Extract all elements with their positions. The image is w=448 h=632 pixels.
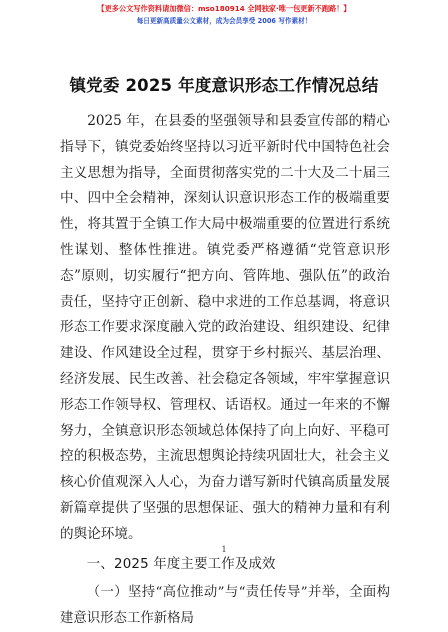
- section-heading-1: 一、2025 年度主要工作及成效: [86, 556, 276, 572]
- promo-banner: [0, 3, 448, 27]
- promo-banner-line-2: 每日更新高质量公文素材，成为会员享受 2006 写作素材！: [136, 17, 312, 25]
- page-number: 1: [221, 545, 227, 554]
- subsection-heading-1: （一）坚持“高位推动”与“责任传导”并举，全面构建意识形态工作新格局: [60, 585, 390, 627]
- intro-paragraph: 2025 年，在县委的坚强领导和县委宣传部的精心指导下，镇党委始终坚持以习近平新时代中国特色社会主义思想为指导，全面贯彻落实党的二十大及二十届三中、四中全会精神，深刻认识意识形态工作的极端重要性，将其置于全镇工作大局中极端重要的位置进行系统性谋划、整体性推进。镇党委严格遵循“党管意识形态”原则，切实履行“把方向、管阵地、强队伍”的政治责任，坚持守正创新、稳中求进的工作总基调，将意识形态工作要求深度融入党的政治建设、组织建设、纪律建设、作风建设全过程，贯穿于乡村振兴、基层治理、经济发展、民生改善、社会稳定各领域，牢牢掌握意识形态工作领导权、管理权、话语权。通过一年来的不懈努力，全镇意识形态领域总体保持了向上向好、平稳可控的积极态势，主流思想舆论持续巩固壮大，社会主义核心价值观深入人心，为奋力谱写新时代镇高质量发展新篇章提供了坚强的思想保证、强大的精神力量和有利的舆论环境。: [60, 113, 390, 542]
- document-title: 镇党委 2025 年度意识形态工作情况总结: [69, 76, 379, 95]
- promo-banner-line-1: 【更多公文写作资料请加微信：mso180914 全网独家·唯一包更新不跑路！】: [97, 4, 351, 13]
